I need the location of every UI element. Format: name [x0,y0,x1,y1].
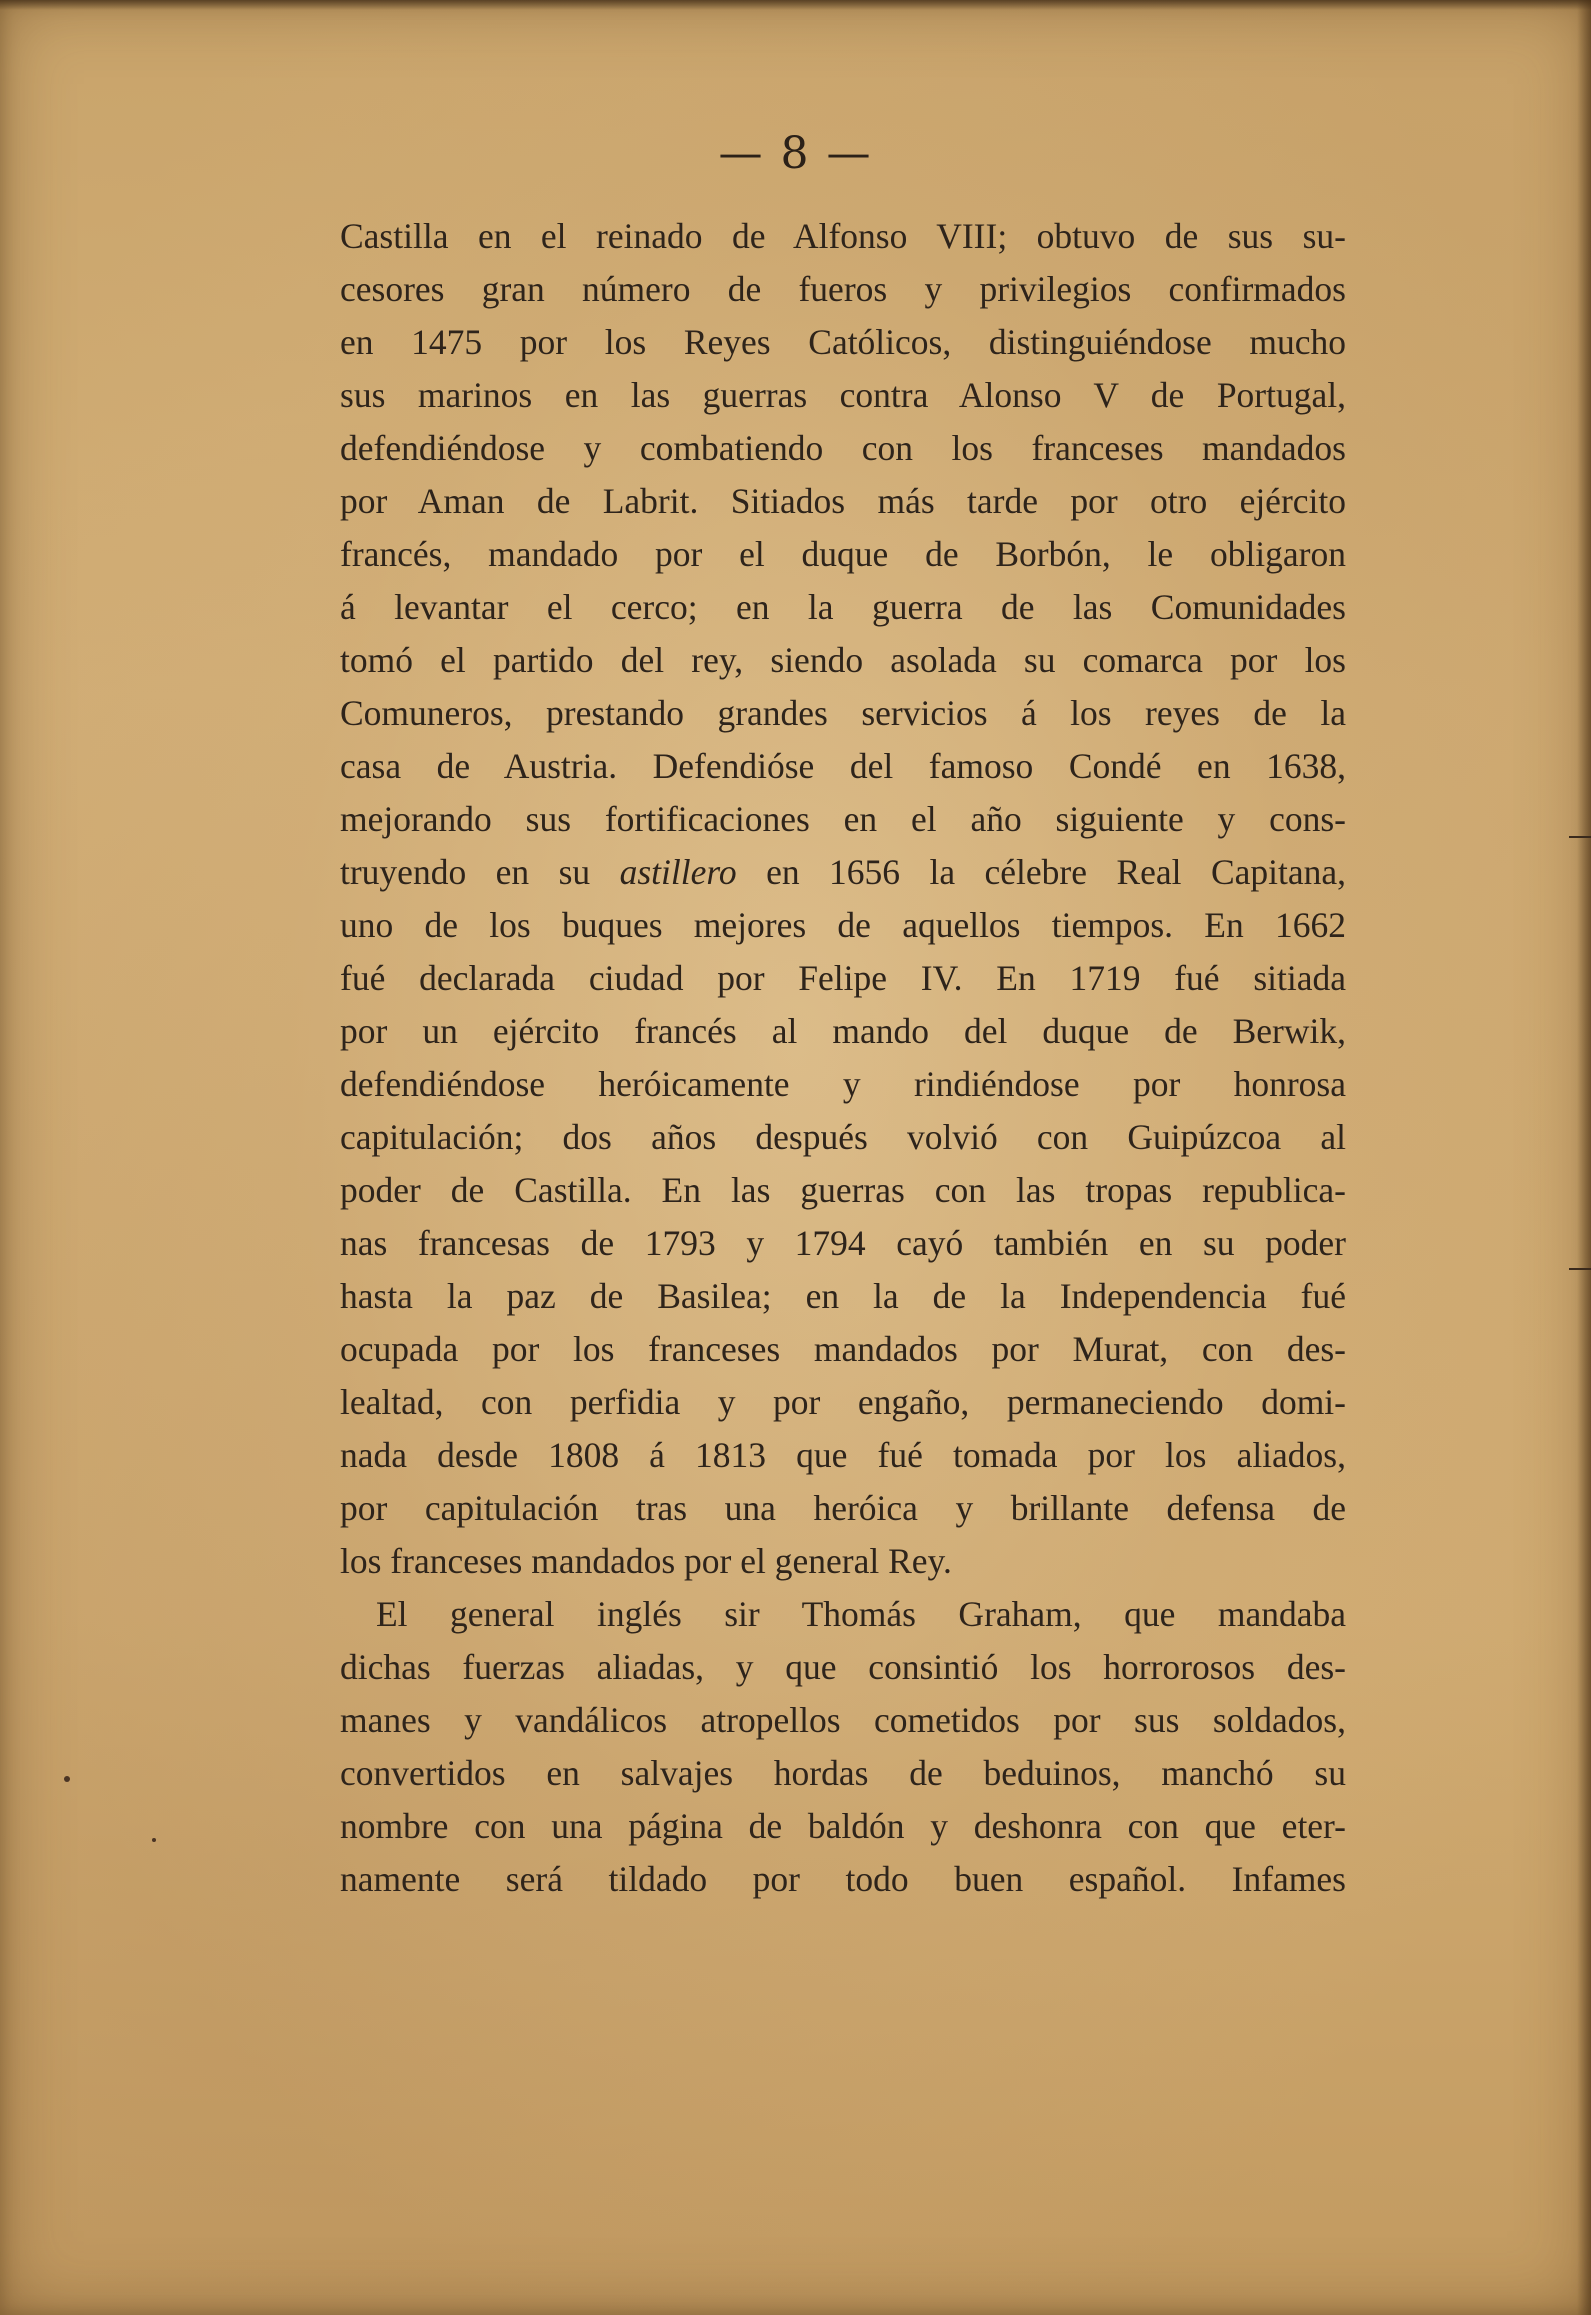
ink-speck [152,1838,156,1842]
italic-term: astillero [619,852,737,892]
text-line: Comuneros, prestando grandes servicios á los reyes de la [340,693,1346,733]
text-line: nas francesas de 1793 y 1794 cayó también en su poder [340,1223,1346,1263]
text-line: sus marinos en las guerras contra Alonso V de Portugal, [340,375,1346,415]
text-line: nombre con una página de baldón y deshonra con que eter- [340,1806,1346,1846]
text-line: por Aman de Labrit. Sitiados más tarde por otro ejército [340,481,1346,521]
text-line: hasta la paz de Basilea; en la de la Independencia fué [340,1276,1346,1316]
text-line: Castilla en el reinado de Alfonso VIII; obtuvo de sus su- [340,216,1346,256]
text-line: manes y vandálicos atropellos cometidos por sus soldados, [340,1700,1346,1740]
text-line: los franceses mandados por el general Rey. [340,1541,952,1581]
text-line: defendiéndose heróicamente y rindiéndose por honrosa [340,1064,1346,1104]
page-number: — 8 — [718,128,873,179]
text-line: namente será tildado por todo buen español. Infames [340,1859,1346,1899]
text-line: poder de Castilla. En las guerras con las tropas republica- [340,1170,1346,1210]
text-line: tomó el partido del rey, siendo asolada su comarca por los [340,640,1346,680]
text-line: ocupada por los franceses mandados por Murat, con des- [340,1329,1346,1369]
text-line: El general inglés sir Thomás Graham, que mandaba [376,1594,1346,1634]
text-line: francés, mandado por el duque de Borbón, le obligaron [340,534,1346,574]
margin-mark [1569,1268,1591,1270]
text-line: por un ejército francés al mando del duque de Berwik, [340,1011,1346,1051]
text-line: en 1475 por los Reyes Católicos, distinguiéndose mucho [340,322,1346,362]
text-line: lealtad, con perfidia y por engaño, permaneciendo domi- [340,1382,1346,1422]
text-line: por capitulación tras una heróica y brillante defensa de [340,1488,1346,1528]
page-right-edge [1577,0,1591,2315]
text-line: convertidos en salvajes hordas de beduinos, manchó su [340,1753,1346,1793]
text-line: mejorando sus fortificaciones en el año siguiente y cons- [340,799,1346,839]
page-top-edge [0,0,1591,10]
text-line: dichas fuerzas aliadas, y que consintió los horrorosos des- [340,1647,1346,1687]
ink-speck [64,1776,70,1782]
text-line: á levantar el cerco; en la guerra de las Comunidades [340,587,1346,627]
text-line: defendiéndose y combatiendo con los franceses mandados [340,428,1346,468]
text-line: nada desde 1808 á 1813 que fué tomada por los aliados, [340,1435,1346,1475]
text-line: truyendo en su astillero en 1656 la célebre Real Capitana, [340,852,1346,892]
body-text [340,210,1346,1906]
text-line: casa de Austria. Defendióse del famoso Condé en 1638, [340,746,1346,786]
text-line: fué declarada ciudad por Felipe IV. En 1719 fué sitiada [340,958,1346,998]
text-line: uno de los buques mejores de aquellos tiempos. En 1662 [340,905,1346,945]
text-line: capitulación; dos años después volvió con Guipúzcoa al [340,1117,1346,1157]
text-line: cesores gran número de fueros y privilegios confirmados [340,269,1346,309]
margin-mark [1569,836,1591,838]
